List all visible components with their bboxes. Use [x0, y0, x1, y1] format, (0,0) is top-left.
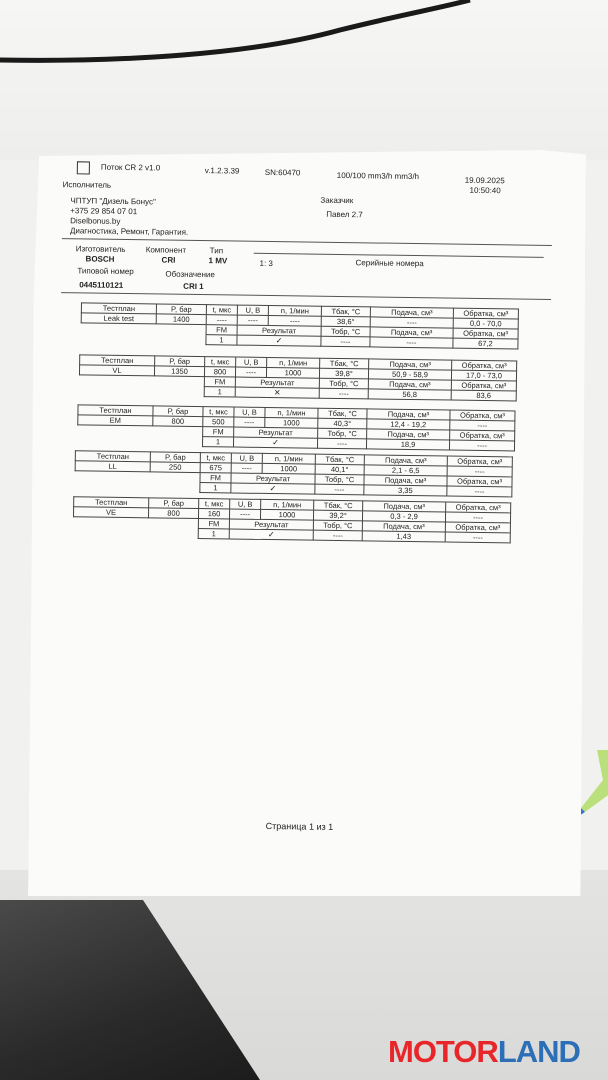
feed-measured: 1,43 [362, 531, 445, 542]
report-time: 10:50:40 [469, 185, 501, 196]
header-tank: Тбак, °C [315, 454, 364, 465]
header-return: Обратка, см³ [452, 360, 517, 371]
test-voltage: ---- [235, 367, 266, 377]
units: 100/100 mm3/h mm3/h [336, 170, 420, 182]
test-feed: 2,1 - 6,5 [364, 465, 447, 476]
test-tank: 39,8° [319, 368, 368, 379]
header-voltage: U, B [230, 499, 261, 509]
header-return: Обратка, см³ [445, 522, 510, 533]
header-plan: Тестплан [81, 303, 156, 314]
component-label: Компонент [145, 245, 187, 255]
header-pressure: P, бар [150, 452, 200, 463]
test-fm: 1 [200, 483, 231, 493]
header-return: Обратка, см³ [447, 456, 512, 467]
watermark-logo [388, 1034, 580, 1070]
header-return: Обратка, см³ [450, 430, 515, 441]
header-pressure: P, бар [149, 498, 199, 509]
test-rpm: 1000 [262, 463, 315, 474]
header-treturn: Тобр, °C [313, 520, 362, 531]
header-tank: Тбак, °C [318, 408, 367, 419]
watermark-part-2: LAND [497, 1034, 580, 1069]
quantity: 1: 3 [259, 258, 273, 269]
return-measured: ---- [447, 486, 512, 497]
test-treturn: ---- [319, 388, 368, 399]
test-return: ---- [450, 420, 515, 431]
test-pressure: 1350 [154, 366, 204, 377]
executor-services: Диагностика, Ремонт, Гарантия. [69, 226, 189, 237]
header-feed: Подача, см³ [368, 379, 451, 390]
header-plan: Тестплан [74, 497, 149, 508]
test-table-em [77, 404, 516, 451]
test-time: 675 [200, 463, 231, 473]
return-measured: 83,6 [451, 390, 516, 401]
header-voltage: U, B [231, 453, 262, 463]
test-treturn: ---- [315, 484, 364, 495]
divider [62, 238, 552, 246]
header-return: Обратка, см³ [453, 308, 518, 319]
test-fm: 1 [202, 437, 233, 447]
test-time: 800 [204, 367, 235, 377]
header-time: t, мкс [199, 499, 230, 509]
test-name: EM [78, 415, 153, 426]
header-rpm: n, 1/мин [265, 407, 318, 418]
header-return: Обратка, см³ [446, 502, 511, 513]
serials-label: Серийные номера [355, 258, 424, 269]
designation-value: CRI 1 [183, 281, 204, 292]
serials-line [254, 253, 544, 258]
test-feed: ---- [370, 317, 453, 328]
header-fm: FM [206, 325, 237, 335]
header-tank: Тбак, °C [314, 500, 363, 511]
test-table-ll [74, 450, 513, 497]
header-result: Результат [235, 377, 319, 388]
header-pressure: P, бар [155, 356, 205, 367]
page-number: Страница 1 из 1 [265, 821, 334, 832]
test-time: ---- [206, 315, 237, 325]
cable [0, 0, 608, 120]
header-plan: Тестплан [80, 355, 155, 366]
header-time: t, мкс [206, 305, 237, 315]
header-result: Результат [231, 473, 315, 484]
test-feed: 50,9 - 58,9 [368, 369, 451, 380]
header-feed: Подача, см³ [370, 327, 453, 338]
executor-site: Diselbonus.by [70, 216, 121, 226]
header-feed: Подача, см³ [364, 475, 447, 486]
designation-label: Обозначение [165, 269, 215, 280]
header-result: Результат [237, 325, 321, 336]
header-feed: Подача, см³ [367, 429, 450, 440]
divider [61, 292, 551, 300]
serial-number: SN:60470 [264, 167, 301, 178]
header-fm: FM [204, 377, 235, 387]
test-report [45, 158, 555, 885]
test-pressure: 800 [153, 416, 203, 427]
header-voltage: U, B [234, 407, 265, 417]
header-pressure: P, бар [153, 406, 203, 417]
test-name: LL [75, 461, 150, 472]
test-rpm: 1000 [260, 509, 313, 520]
feed-measured: ---- [370, 337, 453, 348]
header-time: t, мкс [203, 407, 234, 417]
header-treturn: Тобр, °C [318, 428, 367, 439]
test-return: ---- [447, 466, 512, 477]
header-tank: Тбак, °C [320, 358, 369, 369]
test-tank: 38,6° [321, 316, 370, 327]
header-voltage: U, B [237, 305, 268, 315]
test-feed: 0,3 - 2,9 [362, 511, 445, 522]
component-value: CRI [161, 255, 176, 265]
header-feed: Подача, см³ [364, 455, 447, 466]
test-name: VL [79, 365, 154, 376]
result-check-icon: ✓ [231, 483, 315, 494]
test-rpm: ---- [268, 315, 321, 326]
test-time: 500 [203, 417, 234, 427]
test-fm: 1 [204, 387, 235, 397]
test-table-ve [73, 496, 512, 543]
test-table-leak [80, 302, 519, 349]
header-plan: Тестплан [78, 405, 153, 416]
feed-measured: 3,35 [364, 485, 447, 496]
test-fm: 1 [198, 529, 229, 539]
header-feed: Подача, см³ [369, 359, 452, 370]
test-voltage: ---- [237, 315, 268, 325]
test-fm: 1 [206, 335, 237, 345]
feed-measured: 56,8 [368, 389, 451, 400]
test-tank: 39,2° [313, 510, 362, 521]
test-name: VE [73, 507, 148, 518]
executor-phone: +375 29 854 07 01 [70, 206, 138, 217]
manufacturer-label: Изготовитель [75, 244, 126, 254]
report-date: 19.09.2025 [464, 175, 505, 186]
program-version: v.1.2.3.39 [204, 166, 240, 176]
header-treturn: Тобр, °C [319, 378, 368, 389]
result-cross-icon: ✕ [235, 387, 319, 398]
header-pressure: P, бар [156, 304, 206, 315]
header-rpm: n, 1/мин [268, 305, 321, 316]
test-tank: 40,3° [318, 418, 367, 429]
test-rpm: 1000 [266, 367, 319, 378]
executor-name: ЧПТУП "Дизель Бонус" [70, 196, 156, 207]
header-result: Результат [229, 519, 313, 530]
header-fm: FM [198, 519, 229, 529]
test-treturn: ---- [313, 530, 362, 541]
test-return: 0,0 - 70,0 [453, 318, 518, 329]
program-name: Поток CR 2 v1.0 [100, 162, 161, 173]
test-voltage: ---- [229, 509, 260, 519]
header-tank: Тбак, °C [321, 306, 370, 317]
type-value: 1 MV [208, 256, 228, 266]
return-measured: 67,2 [453, 338, 518, 349]
type-number-value: 0445110121 [79, 280, 124, 290]
header-return: Обратка, см³ [451, 380, 516, 391]
test-feed: 12,4 - 19,2 [367, 419, 450, 430]
header-plan: Тестплан [75, 451, 150, 462]
header-fm: FM [203, 427, 234, 437]
test-return: 17,0 - 73,0 [451, 370, 516, 381]
test-voltage: ---- [231, 463, 262, 473]
result-check-icon: ✓ [237, 335, 321, 346]
result-check-icon: ✓ [233, 437, 317, 448]
test-pressure: 250 [150, 462, 200, 473]
header-return: Обратка, см³ [453, 328, 518, 339]
header-rpm: n, 1/мин [267, 357, 320, 368]
header-return: Обратка, см³ [450, 410, 515, 421]
test-time: 160 [198, 509, 229, 519]
header-rpm: n, 1/мин [261, 499, 314, 510]
test-rpm: 1000 [265, 417, 318, 428]
header-treturn: Тобр, °C [321, 326, 370, 337]
test-pressure: 800 [148, 508, 198, 519]
manufacturer-value: BOSCH [85, 254, 115, 264]
header-feed: Подача, см³ [367, 409, 450, 420]
header-rpm: n, 1/мин [262, 453, 315, 464]
header-return: Обратка, см³ [447, 476, 512, 487]
header-result: Результат [234, 427, 318, 438]
test-tank: 40,1° [315, 464, 364, 475]
feed-measured: 18,9 [366, 439, 449, 450]
test-name: Leak test [81, 313, 156, 324]
header-time: t, мкс [205, 357, 236, 367]
type-number-label: Типовой номер [77, 266, 134, 277]
return-measured: ---- [445, 532, 510, 543]
customer-name: Павел 2.7 [326, 209, 363, 220]
executor-label: Исполнитель [62, 180, 112, 190]
test-return: ---- [445, 512, 510, 523]
test-treturn: ---- [317, 438, 366, 449]
result-check-icon: ✓ [229, 529, 313, 540]
test-treturn: ---- [321, 336, 370, 347]
header-feed: Подача, см³ [363, 501, 446, 512]
header-time: t, мкс [200, 453, 231, 463]
type-label: Тип [209, 246, 224, 256]
report-logo-icon [77, 161, 90, 174]
header-fm: FM [200, 473, 231, 483]
watermark-part-1: MOTOR [388, 1034, 498, 1069]
customer-label: Заказчик [320, 195, 354, 206]
test-voltage: ---- [234, 417, 265, 427]
header-feed: Подача, см³ [362, 521, 445, 532]
test-pressure: 1400 [156, 314, 206, 325]
header-treturn: Тобр, °C [315, 474, 364, 485]
test-table-vl [79, 354, 518, 401]
return-measured: ---- [449, 440, 514, 451]
header-feed: Подача, см³ [370, 307, 453, 318]
header-voltage: U, B [236, 357, 267, 367]
